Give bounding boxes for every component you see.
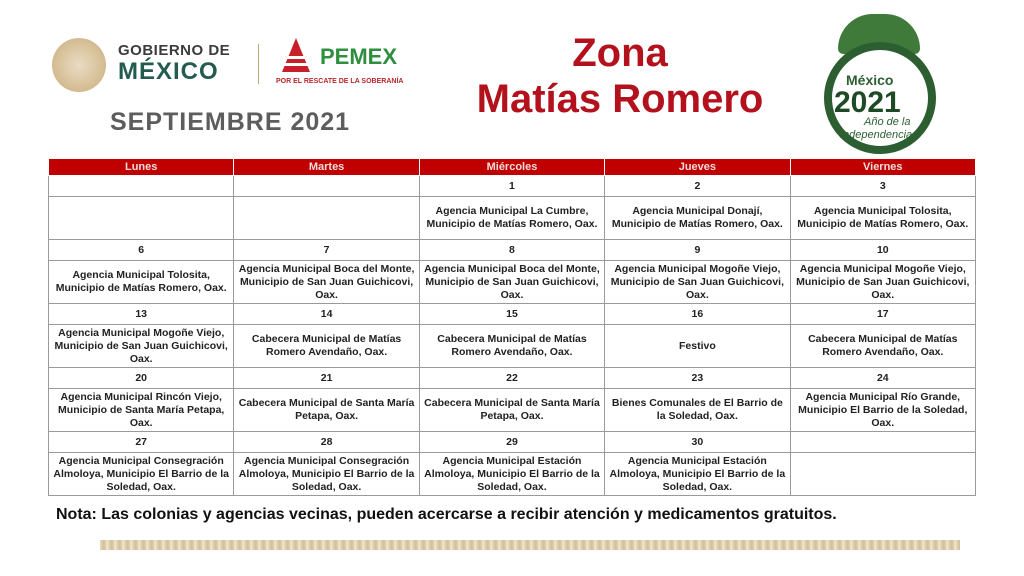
day-number: 1 [419,176,604,197]
day-location: Agencia Municipal Tolosita, Municipio de Matías Romero, Oax. [49,261,234,304]
day-location: Bienes Comunales de El Barrio de la Soledad, Oax. [605,389,790,432]
pemex-flame-icon [276,36,316,76]
day-location: Agencia Municipal Rincón Viejo, Municipio de Santa María Petapa, Oax. [49,389,234,432]
day-number: 29 [419,432,604,453]
gobierno-text [118,42,248,85]
zona-line2: Matías Romero [476,77,764,121]
day-number: 21 [234,368,419,389]
day-location: Agencia Municipal Donají, Municipio de Matías Romero, Oax. [605,197,790,240]
day-number: 9 [605,240,790,261]
day-number: 3 [790,176,975,197]
gobierno-de-mexico-logo [52,34,252,94]
week-locations-row [49,453,976,496]
day-number: 24 [790,368,975,389]
day-number: 2 [605,176,790,197]
day-location: Cabecera Municipal de Santa María Petapa, Oax. [234,389,419,432]
day-number [790,432,975,453]
day-location: Cabecera Municipal de Matías Romero Avendaño, Oax. [419,325,604,368]
gov-line2: MÉXICO [118,58,219,85]
week-locations-row [49,261,976,304]
day-number: 30 [605,432,790,453]
week-numbers-row [49,368,976,389]
mexico-2021-badge [820,14,944,150]
day-number: 16 [605,304,790,325]
gov-line1: GOBIERNO DE [118,42,231,59]
badge-line4: Independencia [840,129,913,141]
logo-divider [258,44,259,84]
week-numbers-row [49,240,976,261]
day-location: Agencia Municipal Consegración Almoloya, Municipio El Barrio de la Soledad, Oax. [49,453,234,496]
day-number: 27 [49,432,234,453]
day-location: Agencia Municipal Estación Almoloya, Municipio El Barrio de la Soledad, Oax. [419,453,604,496]
day-number: 20 [49,368,234,389]
calendar-header-row [49,159,976,176]
zona-line1: Zona [572,31,668,75]
day-location: Agencia Municipal Mogoñe Viejo, Municipio de San Juan Guichicovi, Oax. [605,261,790,304]
week-locations-row [49,197,976,240]
badge-line2: 2021 [834,86,901,119]
day-number: 13 [49,304,234,325]
day-number: 6 [49,240,234,261]
footer-note: Nota: Las colonias y agencias vecinas, pueden acercarse a recibir atención y medicamentos gratuitos. [56,506,837,523]
day-location [790,453,975,496]
week-numbers-row [49,304,976,325]
day-header: Miércoles [419,159,604,176]
day-number: 17 [790,304,975,325]
holiday-label: Festivo [605,325,790,368]
zona-title [440,30,800,122]
day-number: 23 [605,368,790,389]
day-location: Cabecera Municipal de Matías Romero Avendaño, Oax. [790,325,975,368]
pemex-tagline: POR EL RESCATE DE LA SOBERANÍA [276,78,404,85]
decorative-band [100,540,960,550]
day-header: Martes [234,159,419,176]
day-location: Agencia Municipal Boca del Monte, Municipio de San Juan Guichicovi, Oax. [234,261,419,304]
badge-line1: México [846,72,894,88]
day-number: 14 [234,304,419,325]
week-numbers-row [49,176,976,197]
day-number: 7 [234,240,419,261]
week-locations-row [49,389,976,432]
day-location: Agencia Municipal Boca del Monte, Municipio de San Juan Guichicovi, Oax. [419,261,604,304]
day-header: Jueves [605,159,790,176]
badge-line3: Año de la [864,116,911,128]
day-number [234,176,419,197]
national-seal-icon [52,38,106,92]
day-location [234,197,419,240]
day-number: 28 [234,432,419,453]
calendar-table [48,158,976,496]
day-number: 10 [790,240,975,261]
day-number: 8 [419,240,604,261]
day-location: Cabecera Municipal de Matías Romero Avendaño, Oax. [234,325,419,368]
day-location [49,197,234,240]
day-location: Agencia Municipal Tolosita, Municipio de Matías Romero, Oax. [790,197,975,240]
month-title: SEPTIEMBRE 2021 [110,108,351,136]
day-location: Agencia Municipal Consegración Almoloya, Municipio El Barrio de la Soledad, Oax. [234,453,419,496]
week-numbers-row [49,432,976,453]
day-location: Agencia Municipal Mogoñe Viejo, Municipio de San Juan Guichicovi, Oax. [49,325,234,368]
week-locations-row [49,325,976,368]
day-number [49,176,234,197]
day-header: Viernes [790,159,975,176]
day-location: Cabecera Municipal de Santa María Petapa, Oax. [419,389,604,432]
pemex-name: PEMEX [320,44,398,69]
day-location: Agencia Municipal La Cumbre, Municipio de Matías Romero, Oax. [419,197,604,240]
pemex-logo [276,36,436,88]
day-location: Agencia Municipal Estación Almoloya, Municipio El Barrio de la Soledad, Oax. [605,453,790,496]
day-number: 15 [419,304,604,325]
day-number: 22 [419,368,604,389]
day-header: Lunes [49,159,234,176]
day-location: Agencia Municipal Mogoñe Viejo, Municipio de San Juan Guichicovi, Oax. [790,261,975,304]
day-location: Agencia Municipal Río Grande, Municipio El Barrio de la Soledad, Oax. [790,389,975,432]
